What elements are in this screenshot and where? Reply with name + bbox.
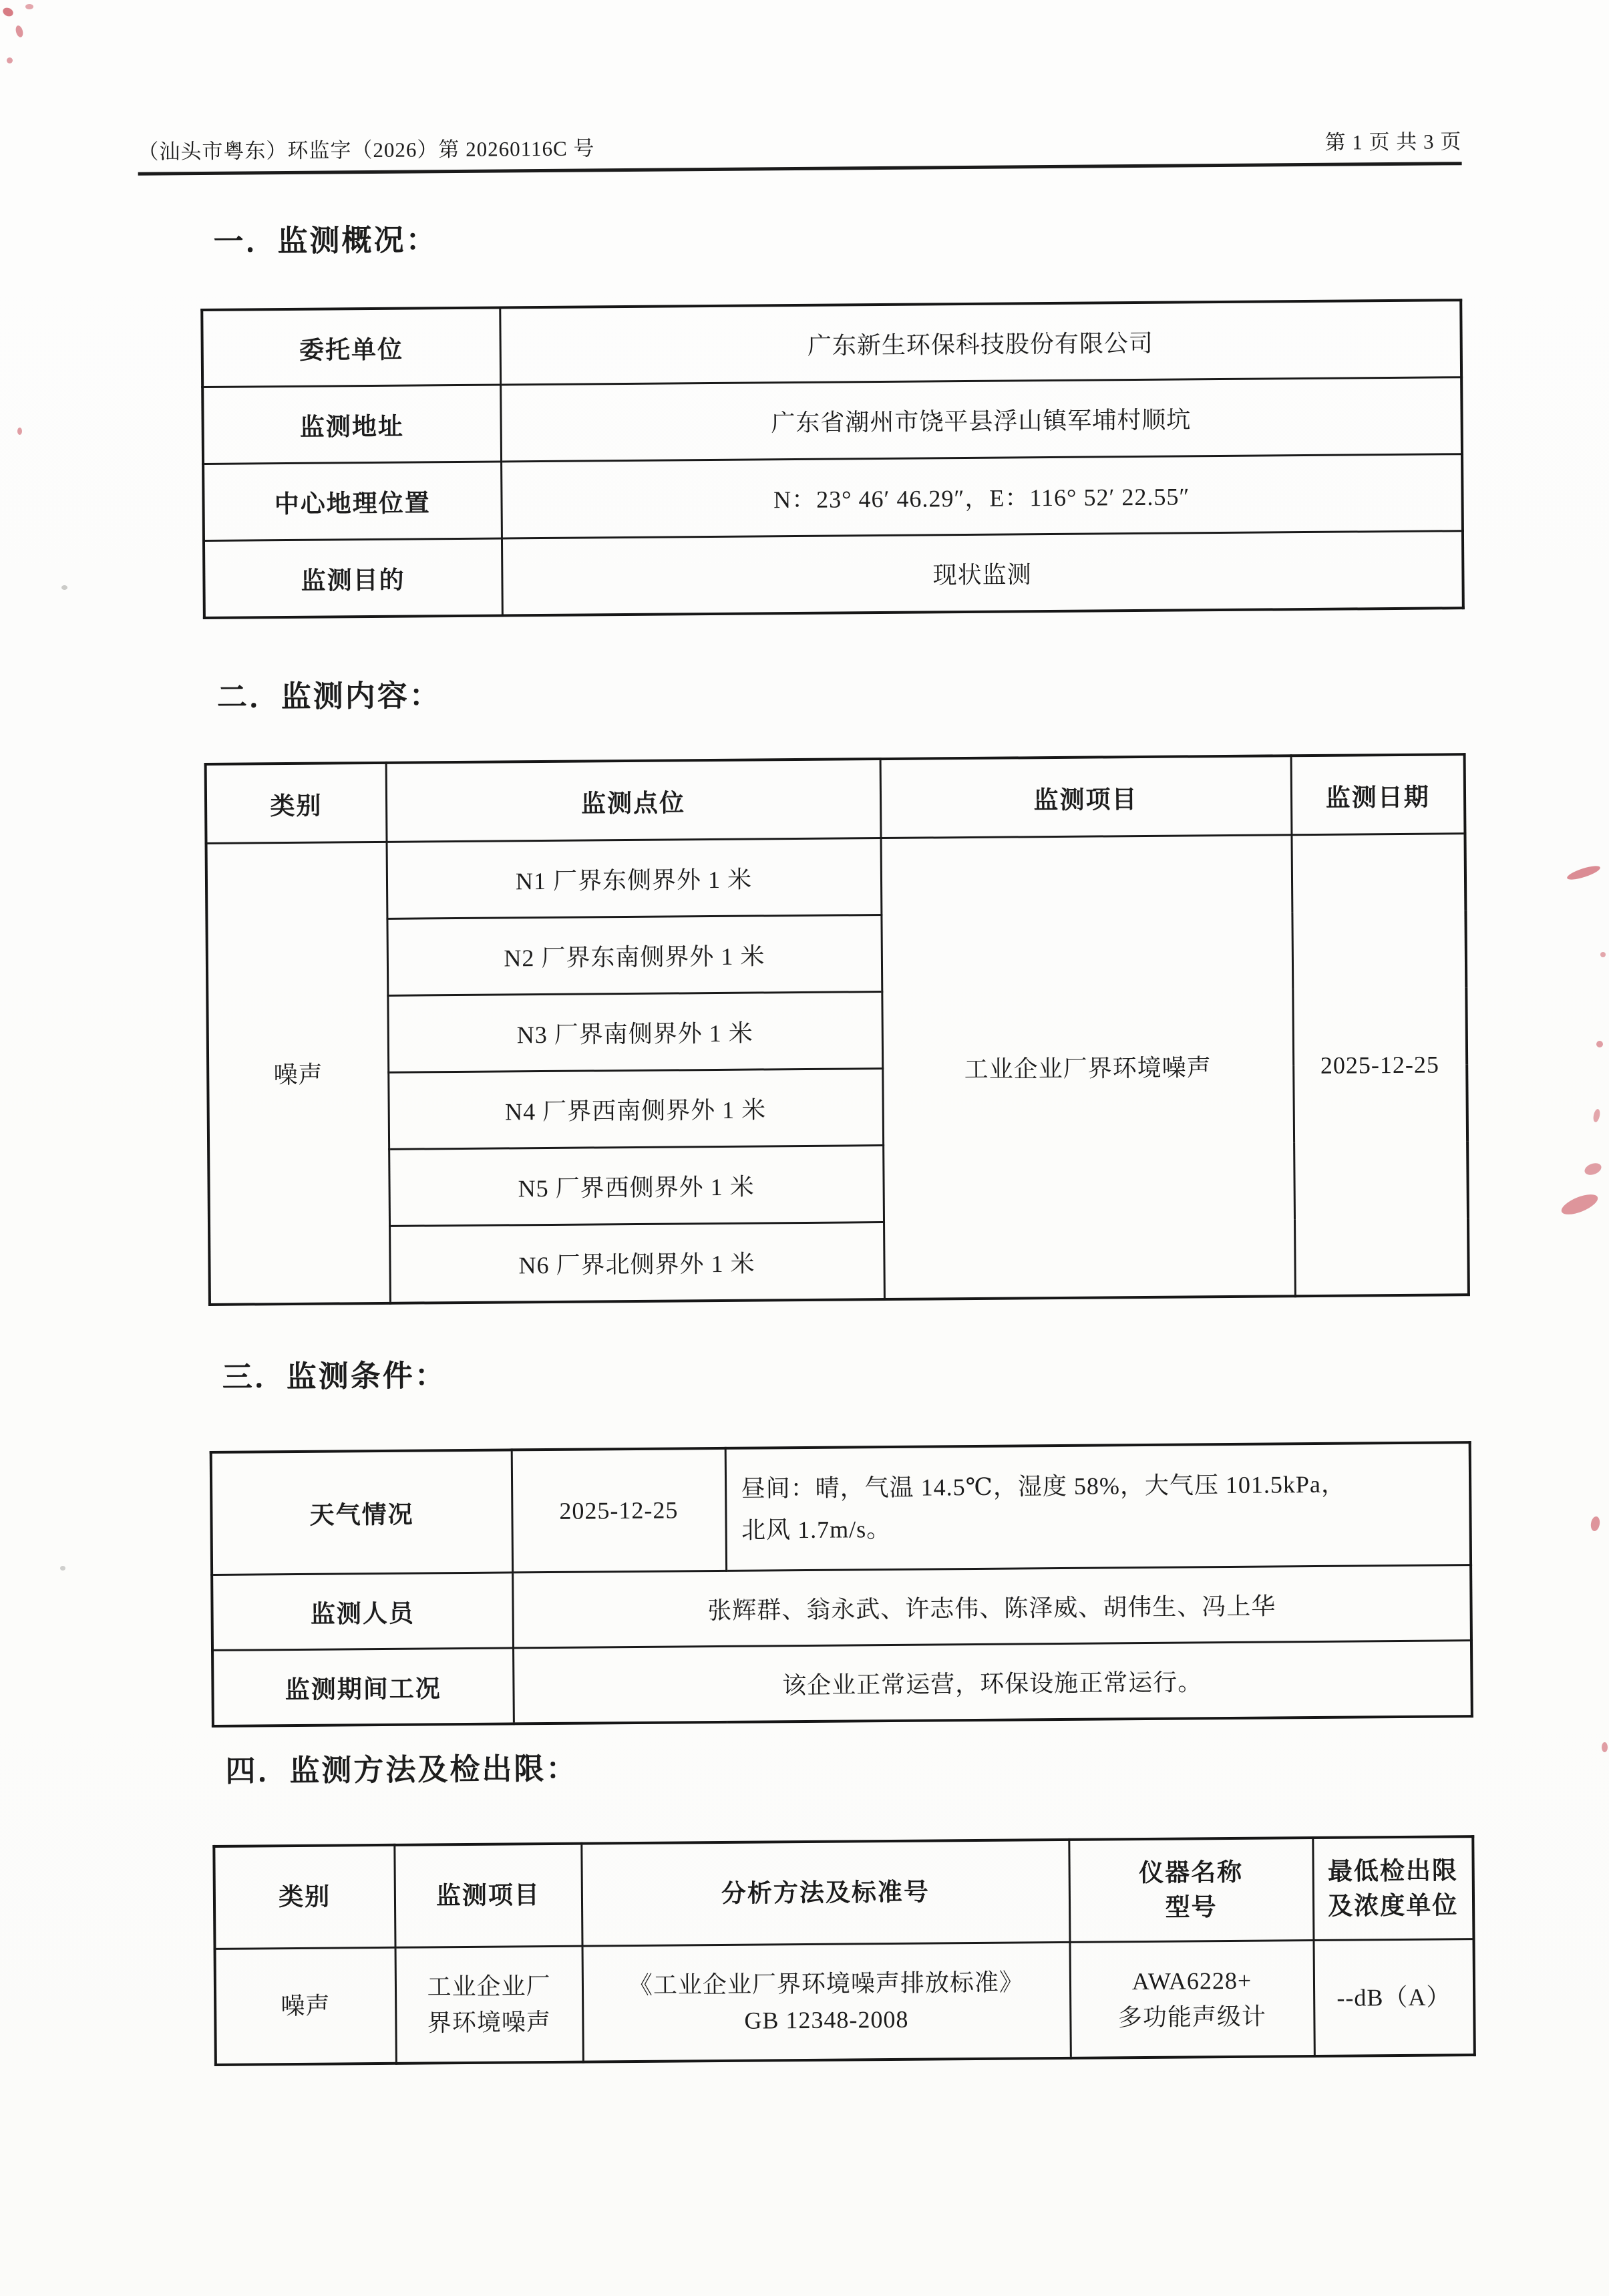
project-cell: 工业企业厂界环境噪声 bbox=[395, 1946, 583, 2064]
point-cell: N2 厂界东南侧界外 1 米 bbox=[387, 915, 882, 996]
table-header-row bbox=[206, 754, 1465, 843]
point-cell: N5 厂界西侧界外 1 米 bbox=[389, 1146, 884, 1226]
table-row bbox=[206, 834, 1466, 921]
header-divider bbox=[138, 162, 1462, 176]
method-code: GB 12348-2008 bbox=[744, 2005, 909, 2034]
table-row bbox=[212, 1565, 1471, 1651]
table-row bbox=[215, 1939, 1475, 2065]
weather-description bbox=[725, 1442, 1471, 1571]
column-header: 监测点位 bbox=[386, 759, 881, 842]
method-cell bbox=[582, 1942, 1071, 2062]
row-value: 广东新生环保科技股份有限公司 bbox=[500, 300, 1461, 385]
row-label: 监测目的 bbox=[204, 538, 502, 618]
column-header: 类别 bbox=[206, 763, 387, 844]
method-standard: 《工业企业厂界环境噪声排放标准》 bbox=[628, 1969, 1025, 1999]
row-value: 广东省潮州市饶平县浮山镇军埔村顺坑 bbox=[500, 377, 1462, 462]
table-row bbox=[202, 300, 1461, 387]
point-cell: N6 厂界北侧界外 1 米 bbox=[389, 1222, 884, 1303]
point-cell: N3 厂界南侧界外 1 米 bbox=[387, 992, 882, 1073]
section-title-methods: 四．监测方法及检出限： bbox=[225, 1751, 578, 1788]
table-header-row bbox=[214, 1836, 1473, 1949]
section-title-content: 二．监测内容： bbox=[216, 678, 442, 714]
row-value: 现状监测 bbox=[502, 531, 1463, 616]
table-row bbox=[202, 377, 1462, 464]
category-cell: 噪声 bbox=[206, 842, 390, 1305]
conditions-table bbox=[210, 1441, 1473, 1728]
weather-line: 北风 1.7m/s。 bbox=[741, 1515, 892, 1544]
row-label: 监测地址 bbox=[202, 385, 501, 464]
row-label: 委托单位 bbox=[202, 308, 500, 387]
column-header: 类别 bbox=[214, 1845, 395, 1949]
category-cell: 噪声 bbox=[215, 1947, 396, 2065]
row-label: 天气情况 bbox=[211, 1450, 512, 1575]
overview-table bbox=[200, 299, 1465, 619]
instrument-name: 多功能声级计 bbox=[1117, 2003, 1267, 2031]
methods-table bbox=[212, 1835, 1476, 2066]
instrument-cell bbox=[1069, 1941, 1314, 2058]
column-header: 监测日期 bbox=[1291, 754, 1465, 835]
table-row bbox=[204, 531, 1463, 618]
content-table bbox=[204, 753, 1470, 1306]
table-row bbox=[212, 1641, 1472, 1726]
column-header: 最低检出限 及浓度单位 bbox=[1312, 1836, 1473, 1940]
page-indicator: 第 1 页 共 3 页 bbox=[1324, 130, 1462, 154]
table-row bbox=[203, 454, 1463, 541]
weather-date: 2025-12-25 bbox=[512, 1448, 726, 1573]
column-header: 分析方法及标准号 bbox=[581, 1840, 1069, 1946]
row-label: 中心地理位置 bbox=[203, 462, 502, 540]
row-label: 监测期间工况 bbox=[212, 1648, 514, 1726]
date-cell: 2025-12-25 bbox=[1291, 834, 1468, 1297]
instrument-model: AWA6228+ bbox=[1131, 1967, 1252, 1995]
section-title-conditions: 三．监测条件： bbox=[222, 1358, 448, 1394]
column-header: 仪器名称 型号 bbox=[1069, 1838, 1313, 1942]
section-title-overview: 一．监测概况： bbox=[213, 222, 438, 259]
row-label: 监测人员 bbox=[212, 1573, 513, 1651]
row-value: N：23° 46′ 46.29″，E：116° 52′ 22.55″ bbox=[501, 454, 1463, 538]
column-header: 监测项目 bbox=[394, 1844, 582, 1948]
row-value: 张辉群、翁永武、许志伟、陈泽威、胡伟生、冯上华 bbox=[512, 1565, 1471, 1648]
project-cell: 工业企业厂界环境噪声 bbox=[881, 835, 1295, 1299]
point-cell: N1 厂界东侧界外 1 米 bbox=[387, 838, 882, 919]
doc-number: （汕头市粤东）环监字（2026）第 20260116C 号 bbox=[138, 136, 595, 164]
table-row bbox=[211, 1442, 1471, 1575]
row-value: 该企业正常运营，环保设施正常运行。 bbox=[513, 1641, 1472, 1724]
detection-limit-cell: --dB（A） bbox=[1313, 1939, 1474, 2056]
doc-header bbox=[138, 124, 1461, 165]
column-header: 监测项目 bbox=[880, 756, 1292, 838]
point-cell: N4 厂界西南侧界外 1 米 bbox=[388, 1069, 883, 1150]
weather-line: 昼间：晴，气温 14.5℃，湿度 58%，大气压 101.5kPa， bbox=[741, 1470, 1347, 1502]
